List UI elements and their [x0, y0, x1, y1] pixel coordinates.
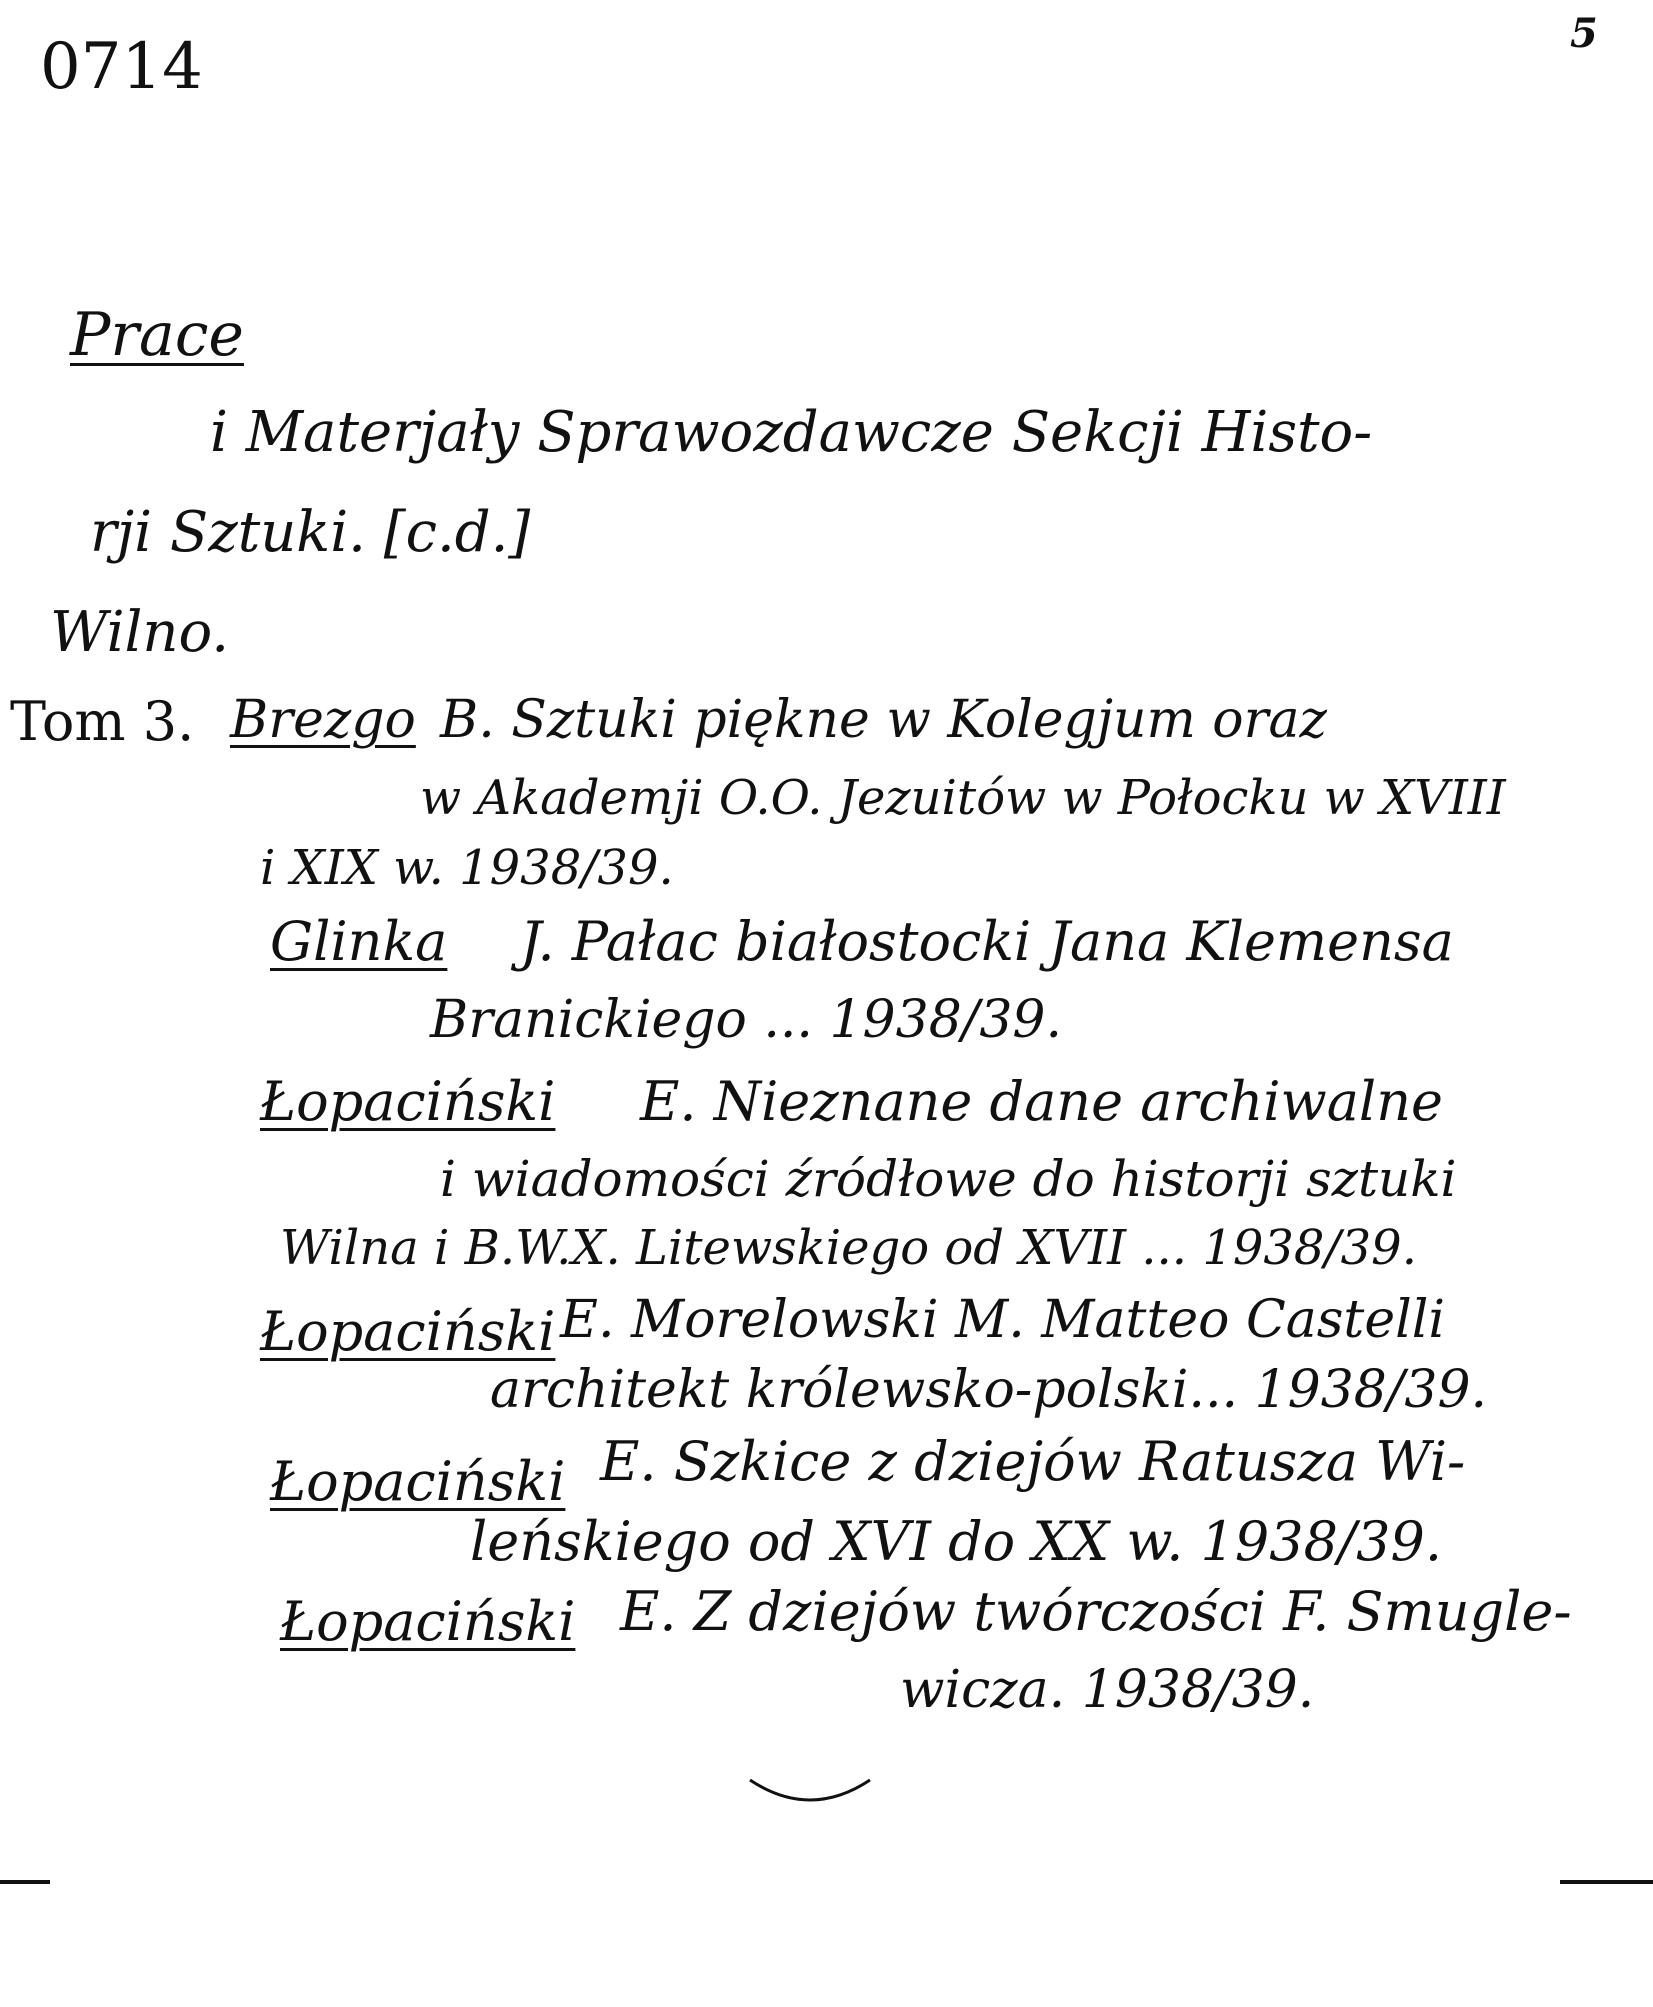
- entry-line: E. Morelowski M. Matteo Castelli: [560, 1290, 1445, 1350]
- card-hole-mark: [740, 1770, 880, 1820]
- title-word: Prace: [70, 300, 244, 370]
- entry-line: i XIX w. 1938/39.: [260, 840, 674, 896]
- title-line-1: i Materjały Sprawozdawcze Sekcji Histo-: [210, 400, 1373, 465]
- volume-label: Tom 3.: [10, 690, 195, 753]
- page-number: 5: [1570, 10, 1598, 57]
- entry-line: i wiadomości źródłowe do historji sztuki: [440, 1150, 1457, 1208]
- card-edge-mark-right: [1560, 1880, 1653, 1884]
- entry-author: Glinka: [270, 910, 448, 973]
- entry-line: E. Nieznane dane archiwalne: [640, 1070, 1443, 1133]
- entry-line: w Akademji O.O. Jezuitów w Połocku w XVIII: [420, 770, 1506, 826]
- entry-author: Łopaciński: [260, 1300, 556, 1363]
- place: Wilno.: [50, 600, 229, 665]
- entry-line: E. Z dziejów twórczości F. Smugle-: [620, 1580, 1572, 1643]
- entry-line: B. Sztuki piękne w Kolegjum oraz: [440, 690, 1327, 750]
- entry-author: Łopaciński: [270, 1450, 566, 1513]
- card-edge-mark-left: [0, 1880, 50, 1884]
- entry-line: wicza. 1938/39.: [900, 1660, 1315, 1720]
- entry-line: J. Pałac białostocki Jana Klemensa: [520, 910, 1454, 973]
- entry-line: architekt królewsko-polski... 1938/39.: [490, 1360, 1488, 1420]
- entry-line: Branickiego ... 1938/39.: [430, 990, 1063, 1050]
- entry-line: Wilna i B.W.X. Litewskiego od XVII ... 1938/39.: [280, 1220, 1417, 1276]
- entry-line: E. Szkice z dziejów Ratusza Wi-: [600, 1430, 1466, 1493]
- entry-author: Łopaciński: [260, 1070, 556, 1133]
- entry-author: Łopaciński: [280, 1590, 576, 1653]
- title-line-2: rji Sztuki. [c.d.]: [90, 500, 531, 565]
- entry-line: leńskiego od XVI do XX w. 1938/39.: [470, 1510, 1443, 1573]
- entry-author: Brezgo: [230, 690, 416, 750]
- call-number: 0714: [40, 30, 203, 104]
